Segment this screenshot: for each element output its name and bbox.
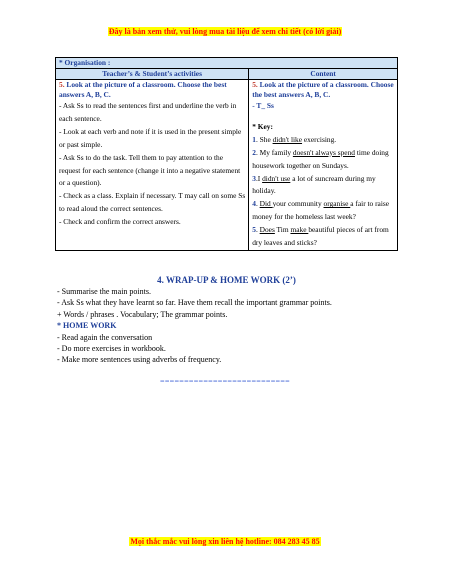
- hotline-banner: [0, 537, 450, 546]
- underlined-verb: didn't like: [272, 134, 303, 144]
- sentence-text: . She: [255, 134, 273, 144]
- preview-notice-banner: [0, 27, 450, 36]
- sentence-text: a fair to raise money for the homeless last week?: [252, 199, 390, 222]
- list-item: - Check as a class. Explain if necessary. T may call on some Ss to read aloud the correct sentences.: [59, 191, 246, 214]
- sentence-text: your community: [272, 199, 324, 209]
- list-item: - Ask Ss to read the sentences first and underline the verb in each sentence.: [59, 101, 237, 123]
- section-divider: ===========================: [160, 377, 290, 386]
- content-cell: [249, 80, 398, 251]
- table-row: [56, 80, 398, 251]
- homework-heading: * HOME WORK: [57, 321, 117, 331]
- task-title-text: Look at the picture of a classroom. Choose the best answers A, B, C.: [59, 80, 227, 99]
- underlined-verb: didn't use: [262, 173, 291, 183]
- answer-key-item: [252, 173, 394, 199]
- task-number: 5.: [59, 80, 65, 89]
- key-title: * Key:: [252, 121, 273, 131]
- list-item: - Do more exercises in workbook.: [57, 344, 166, 354]
- sentence-text: Tim: [274, 225, 291, 235]
- underlined-verb: make: [290, 225, 309, 235]
- answer-key-number: 3: [252, 173, 256, 183]
- wrapup-title: 4. WRAP-UP & HOME WORK (2’): [157, 275, 296, 285]
- list-item: - Make more sentences using adverbs of frequency.: [57, 355, 222, 365]
- list-item: - Ask Ss what they have learnt so far. Have them recall the important grammar points.: [57, 298, 332, 308]
- header-content: Content: [249, 69, 398, 80]
- answer-key-item: [252, 147, 394, 173]
- sentence-text: .: [255, 199, 260, 209]
- answer-key-number: 1: [252, 134, 256, 144]
- organisation-row: [56, 58, 398, 69]
- list-item: - Look at each verb and note if it is used in the present simple or past simple.: [59, 126, 242, 149]
- sentence-text: .I: [255, 173, 263, 183]
- interaction-mode: - T_ Ss: [252, 101, 274, 110]
- task-number: 5.: [252, 80, 258, 89]
- underlined-verb: doesn't always spend: [292, 147, 355, 157]
- sentence-text: .: [255, 225, 260, 235]
- activities-cell: [56, 80, 249, 251]
- sentence-text: time doing housework together on Sundays.: [252, 147, 389, 170]
- activity-steps: [59, 100, 245, 229]
- list-item: - Summarise the main points.: [57, 287, 151, 296]
- sentence-text: beautiful pieces of art from dry leaves and sticks?: [252, 225, 389, 248]
- underlined-verb: Did: [259, 199, 273, 209]
- answer-key-item: [252, 134, 394, 147]
- answer-key-number: 5: [252, 225, 256, 235]
- wrapup-section: [57, 286, 407, 366]
- task-title-text: Look at the picture of a classroom. Choose the best answers A, B, C.: [252, 80, 394, 99]
- answer-key-number: 2: [252, 147, 256, 157]
- answer-key-item: [252, 198, 394, 224]
- sentence-text: a lot of suncream during my holiday.: [252, 173, 376, 196]
- underlined-verb: organise: [323, 199, 351, 209]
- task-title: [59, 80, 245, 100]
- table-header-row: [56, 69, 398, 80]
- answer-key-item: [252, 224, 394, 250]
- task-title: [252, 80, 394, 100]
- sentence-text: exercising.: [302, 134, 337, 144]
- wrapup-lines: [57, 286, 407, 320]
- lesson-table: [55, 57, 398, 251]
- list-item: - Ask Ss to do the task. Tell them to pay attention to the request for each sentence (change it into a negative statement or a question).: [59, 152, 241, 188]
- list-item: + Words / phrases . Vocabulary; The grammar points.: [57, 309, 228, 319]
- answer-key-number: 4: [252, 199, 256, 209]
- list-item: - Check and confirm the correct answers.: [59, 217, 181, 227]
- preview-notice-text: Đây là bản xem thử, vui lòng mua tài liệu để xem chi tiết (có lời giải): [108, 27, 342, 36]
- list-item: - Read again the conversation: [57, 332, 153, 342]
- organisation-label: * Organisation :: [56, 58, 398, 69]
- homework-lines: [57, 332, 407, 366]
- hotline-text: Mọi thắc mắc vui lòng xin liên hệ hotline: 084 283 45 85: [130, 537, 320, 546]
- header-activities: Teacher’s & Student’s activities: [56, 69, 249, 80]
- sentence-text: . My family: [255, 147, 293, 157]
- underlined-verb: Does: [259, 225, 275, 235]
- answer-keys: [252, 134, 394, 250]
